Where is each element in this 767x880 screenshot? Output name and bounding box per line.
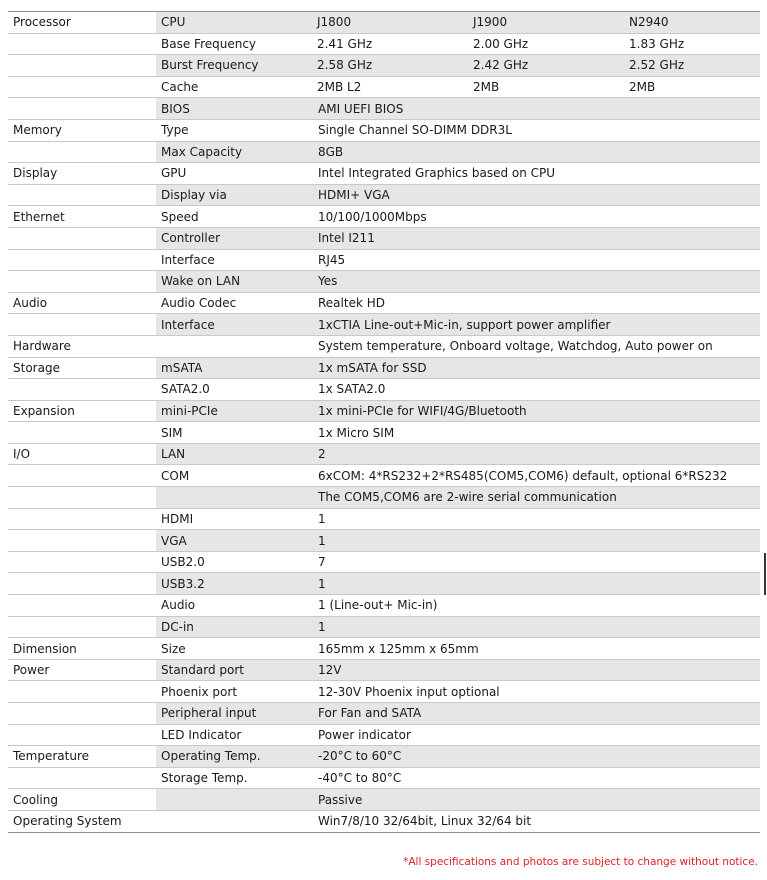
spec-value: 2.58 GHz — [312, 55, 468, 77]
category-label — [8, 249, 156, 271]
spec-row — [8, 98, 760, 120]
spec-row — [8, 249, 760, 271]
category-label: Hardware — [8, 335, 156, 357]
spec-value: 7 — [312, 551, 760, 573]
spec-row — [8, 465, 760, 487]
spec-label: LED Indicator — [156, 724, 312, 746]
category-label — [8, 379, 156, 401]
spec-row — [8, 573, 760, 595]
spec-value: 12V — [312, 659, 760, 681]
category-label — [8, 33, 156, 55]
spec-value: 1 — [312, 530, 760, 552]
spec-label: Standard port — [156, 659, 312, 681]
spec-label: HDMI — [156, 508, 312, 530]
spec-label: Interface — [156, 314, 312, 336]
category-label — [8, 616, 156, 638]
category-label — [8, 184, 156, 206]
spec-label — [156, 810, 312, 832]
spec-value: Win7/8/10 32/64bit, Linux 32/64 bit — [312, 810, 760, 832]
spec-label: COM — [156, 465, 312, 487]
spec-value: 2MB — [468, 76, 624, 98]
spec-label: Speed — [156, 206, 312, 228]
category-label — [8, 530, 156, 552]
spec-row — [8, 616, 760, 638]
spec-label: SIM — [156, 422, 312, 444]
spec-label: Audio — [156, 595, 312, 617]
cpu-model: J1900 — [468, 12, 624, 34]
spec-row — [8, 379, 760, 401]
spec-row — [8, 33, 760, 55]
spec-row — [8, 271, 760, 293]
spec-value: Power indicator — [312, 724, 760, 746]
spec-label: Cache — [156, 76, 312, 98]
category-label — [8, 703, 156, 725]
spec-row — [8, 76, 760, 98]
category-label: I/O — [8, 443, 156, 465]
category-label — [8, 595, 156, 617]
spec-label: Phoenix port — [156, 681, 312, 703]
spec-row — [8, 681, 760, 703]
spec-value: 2 — [312, 443, 760, 465]
spec-value: 2.42 GHz — [468, 55, 624, 77]
spec-row — [8, 443, 760, 465]
spec-value: 6xCOM: 4*RS232+2*RS485(COM5,COM6) default, optional 6*RS232 — [312, 465, 760, 487]
edge-mark — [764, 553, 766, 595]
spec-value: 2MB — [624, 76, 760, 98]
spec-label: Audio Codec — [156, 292, 312, 314]
spec-row — [8, 703, 760, 725]
spec-value: 165mm x 125mm x 65mm — [312, 638, 760, 660]
spec-value: 2MB L2 — [312, 76, 468, 98]
spec-value: 1x SATA2.0 — [312, 379, 760, 401]
category-label: Storage — [8, 357, 156, 379]
category-label: Expansion — [8, 400, 156, 422]
spec-row — [8, 119, 760, 141]
spec-value: 2.00 GHz — [468, 33, 624, 55]
spec-row — [8, 357, 760, 379]
spec-row — [8, 810, 760, 832]
spec-value: 1x mini-PCIe for WIFI/4G/Bluetooth — [312, 400, 760, 422]
category-label — [8, 271, 156, 293]
spec-label — [156, 487, 312, 509]
spec-label: Interface — [156, 249, 312, 271]
category-label — [8, 465, 156, 487]
spec-label — [156, 335, 312, 357]
spec-row — [8, 659, 760, 681]
spec-row — [8, 530, 760, 552]
spec-row — [8, 638, 760, 660]
category-label — [8, 767, 156, 789]
spec-row — [8, 206, 760, 228]
spec-value: 1 — [312, 573, 760, 595]
spec-value: System temperature, Onboard voltage, Watchdog, Auto power on — [312, 335, 760, 357]
spec-label: mini-PCIe — [156, 400, 312, 422]
spec-row — [8, 767, 760, 789]
spec-label: Burst Frequency — [156, 55, 312, 77]
category-label: Processor — [8, 12, 156, 34]
spec-value: Passive — [312, 789, 760, 811]
spec-value: 1 — [312, 616, 760, 638]
spec-label: VGA — [156, 530, 312, 552]
cpu-model: J1800 — [312, 12, 468, 34]
category-label: Display — [8, 163, 156, 185]
spec-label: mSATA — [156, 357, 312, 379]
spec-value: Realtek HD — [312, 292, 760, 314]
spec-value: 12-30V Phoenix input optional — [312, 681, 760, 703]
category-label: Temperature — [8, 746, 156, 768]
footnote: *All specifications and photos are subject to change without notice. — [403, 856, 758, 868]
spec-row — [8, 487, 760, 509]
cpu-model: N2940 — [624, 12, 760, 34]
category-label — [8, 681, 156, 703]
spec-row — [8, 422, 760, 444]
spec-value: 1 — [312, 508, 760, 530]
spec-row — [8, 746, 760, 768]
spec-label: Display via — [156, 184, 312, 206]
spec-label: Operating Temp. — [156, 746, 312, 768]
category-label — [8, 573, 156, 595]
spec-label: Max Capacity — [156, 141, 312, 163]
spec-row — [8, 724, 760, 746]
spec-value: Intel Integrated Graphics based on CPU — [312, 163, 760, 185]
spec-label: Type — [156, 119, 312, 141]
spec-table-body — [8, 12, 760, 833]
spec-row — [8, 292, 760, 314]
spec-row — [8, 789, 760, 811]
spec-row — [8, 508, 760, 530]
category-label — [8, 227, 156, 249]
spec-row — [8, 400, 760, 422]
spec-label: BIOS — [156, 98, 312, 120]
spec-label: USB3.2 — [156, 573, 312, 595]
spec-value: Intel I211 — [312, 227, 760, 249]
spec-row — [8, 551, 760, 573]
spec-label: Peripheral input — [156, 703, 312, 725]
spec-value: 2.41 GHz — [312, 33, 468, 55]
spec-label: DC-in — [156, 616, 312, 638]
category-label: Power — [8, 659, 156, 681]
spec-value: The COM5,COM6 are 2-wire serial communication — [312, 487, 760, 509]
category-label: Audio — [8, 292, 156, 314]
spec-label: Controller — [156, 227, 312, 249]
spec-value: 8GB — [312, 141, 760, 163]
category-label — [8, 98, 156, 120]
spec-label: LAN — [156, 443, 312, 465]
spec-label: Wake on LAN — [156, 271, 312, 293]
category-label — [8, 487, 156, 509]
category-label — [8, 55, 156, 77]
spec-value: -40°C to 80°C — [312, 767, 760, 789]
spec-value: RJ45 — [312, 249, 760, 271]
category-label: Ethernet — [8, 206, 156, 228]
category-label — [8, 141, 156, 163]
spec-value: Yes — [312, 271, 760, 293]
spec-value: 2.52 GHz — [624, 55, 760, 77]
spec-row — [8, 335, 760, 357]
spec-label — [156, 789, 312, 811]
spec-value: For Fan and SATA — [312, 703, 760, 725]
spec-row — [8, 227, 760, 249]
spec-row — [8, 55, 760, 77]
spec-value: 1x mSATA for SSD — [312, 357, 760, 379]
spec-value: 1x Micro SIM — [312, 422, 760, 444]
category-label — [8, 314, 156, 336]
spec-label: Base Frequency — [156, 33, 312, 55]
spec-label: Storage Temp. — [156, 767, 312, 789]
category-label — [8, 422, 156, 444]
category-label — [8, 724, 156, 746]
spec-label: SATA2.0 — [156, 379, 312, 401]
spec-value: -20°C to 60°C — [312, 746, 760, 768]
spec-row — [8, 314, 760, 336]
spec-row — [8, 184, 760, 206]
spec-row — [8, 595, 760, 617]
spec-value: HDMI+ VGA — [312, 184, 760, 206]
spec-label: GPU — [156, 163, 312, 185]
spec-value: 1xCTIA Line-out+Mic-in, support power amplifier — [312, 314, 760, 336]
spec-label: Size — [156, 638, 312, 660]
spec-row — [8, 163, 760, 185]
category-label: Operating System — [8, 810, 156, 832]
category-label — [8, 508, 156, 530]
category-label — [8, 551, 156, 573]
spec-value: AMI UEFI BIOS — [312, 98, 760, 120]
spec-row-cpu — [8, 12, 760, 34]
category-label: Cooling — [8, 789, 156, 811]
category-label: Memory — [8, 119, 156, 141]
spec-value: 1 (Line-out+ Mic-in) — [312, 595, 760, 617]
category-label: Dimension — [8, 638, 156, 660]
spec-value: 1.83 GHz — [624, 33, 760, 55]
spec-row — [8, 141, 760, 163]
spec-value: 10/100/1000Mbps — [312, 206, 760, 228]
spec-table — [8, 11, 760, 833]
spec-value: Single Channel SO-DIMM DDR3L — [312, 119, 760, 141]
spec-label: CPU — [156, 12, 312, 34]
category-label — [8, 76, 156, 98]
spec-label: USB2.0 — [156, 551, 312, 573]
